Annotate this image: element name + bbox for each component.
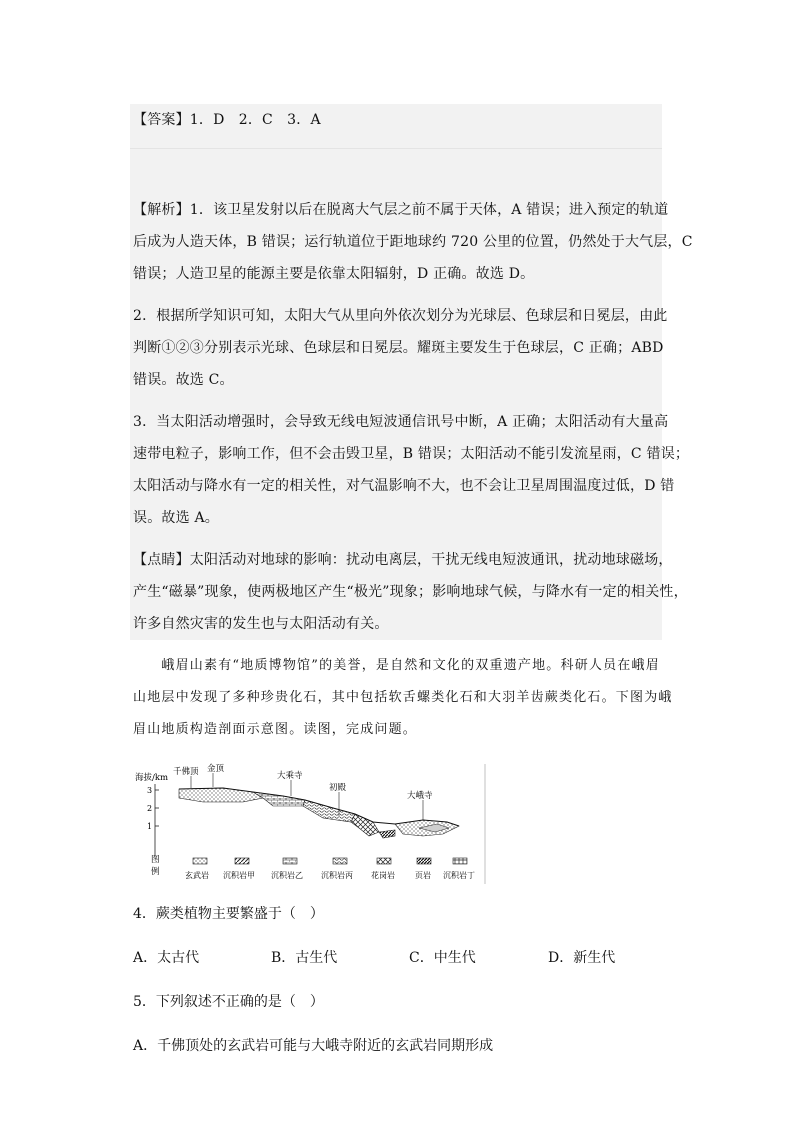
analysis-line-2: 后成为人造天体，B 错误；运行轨道位于距地球约 720 公里的位置，仍然处于大气层，C <box>133 234 693 250</box>
legend-label: 沉积岩丁 <box>443 871 475 880</box>
q3-analysis-line-1: 3．当太阳活动增强时，会导致无线电短波通信讯号中断，A 正确；太阳活动有大量高 <box>133 414 669 430</box>
legend-swatch <box>417 858 431 864</box>
geology-cross-section-figure <box>133 762 489 886</box>
legend-swatch <box>453 858 467 864</box>
intro-line-1: 峨眉山素有“地质博物馆”的美誉，是自然和文化的双重遗产地。科研人员在峨眉 <box>133 658 660 673</box>
shale-layer <box>379 830 395 838</box>
question-4-stem: 4．蕨类植物主要繁盛于（ ） <box>133 906 324 922</box>
q2-analysis-line-1: 2．根据所学知识可知，太阳大气从里向外依次划分为光球层、色球层和日冕层，由此 <box>133 308 668 324</box>
legend-title: 图 <box>151 855 160 865</box>
legend-label: 沉积岩乙 <box>271 871 303 880</box>
place-label: 大峨寺 <box>407 791 433 801</box>
tick-label: 2 <box>147 804 153 813</box>
question-5-option-a[interactable]: A．千佛顶处的玄武岩可能与大峨寺附近的玄武岩同期形成 <box>133 1038 494 1054</box>
question-5-stem: 5．下列叙述不正确的是（ ） <box>133 994 324 1010</box>
answer-key: 【答案】1．D 2．C 3．A <box>133 112 321 128</box>
q3-analysis-line-3: 太阳活动与降水有一定的相关性，对气温影响不大，也不会让卫星周围温度过低，D 错 <box>133 478 675 494</box>
legend-swatch <box>193 858 207 864</box>
tick-label: 3 <box>147 786 153 795</box>
tip-line-3: 许多自然灾害的发生也与太阳活动有关。 <box>133 616 389 632</box>
basalt-layer <box>179 788 263 802</box>
q2-analysis-line-2: 判断①②③分别表示光球、色球层和日冕层。耀斑主要发生于色球层，C 正确；ABD <box>133 340 664 356</box>
legend-swatch <box>235 858 249 864</box>
q3-analysis-line-2: 速带电粒子，影响工作，但不会击毁卫星，B 错误；太阳活动不能引发流星雨，C 错误； <box>133 446 690 462</box>
tip-line-2: 产生“磁暴”现象，使两极地区产生“极光”现象；影响地球气候，与降水有一定的相关性， <box>133 584 688 600</box>
place-label: 千佛顶 <box>173 767 199 777</box>
place-label: 大乘寺 <box>277 771 303 781</box>
legend-label: 沉积岩甲 <box>223 871 255 880</box>
question-4-option-c[interactable]: C．中生代 <box>409 950 476 966</box>
axis-label: 海拔/km <box>135 773 169 783</box>
intro-line-2: 山地层中发现了多种珍贵化石，其中包括软舌螺类化石和大羽羊齿蕨类化石。下图为峨 <box>133 690 673 705</box>
place-label: 金顶 <box>207 764 225 774</box>
q2-analysis-line-3: 错误。故选 C。 <box>133 372 234 388</box>
place-label: 初殿 <box>329 783 347 793</box>
tick-label: 1 <box>147 822 153 831</box>
legend-swatch <box>333 858 347 864</box>
legend-swatch <box>377 858 391 864</box>
question-4-option-b[interactable]: B．古生代 <box>271 950 338 966</box>
sedimentary-c-layer <box>303 800 355 822</box>
legend-label: 页岩 <box>415 871 431 880</box>
analysis-line-1: 【解析】1．该卫星发射以后在脱离大气层之前不属于天体，A 错误；进入预定的轨道 <box>133 202 669 218</box>
intro-line-3: 眉山地质构造剖面示意图。读图，完成问题。 <box>133 722 418 737</box>
analysis-line-3: 错误；人造卫星的能源主要是依靠太阳辐射，D 正确。故选 D。 <box>133 266 535 282</box>
granite-layer <box>351 814 379 836</box>
legend-swatch <box>283 858 297 864</box>
question-4-option-d[interactable]: D．新生代 <box>548 950 616 966</box>
legend-title: 例 <box>151 867 160 877</box>
legend-label: 沉积岩丙 <box>321 871 353 880</box>
legend-label: 花岗岩 <box>371 871 395 880</box>
q3-analysis-line-4: 误。故选 A。 <box>133 510 219 526</box>
question-4-option-a[interactable]: A．太古代 <box>133 950 200 966</box>
legend-label: 玄武岩 <box>185 871 209 880</box>
tip-line-1: 【点睛】太阳活动对地球的影响：扰动电离层，干扰无线电短波通讯，扰动地球磁场， <box>133 552 673 568</box>
divider <box>130 148 662 149</box>
